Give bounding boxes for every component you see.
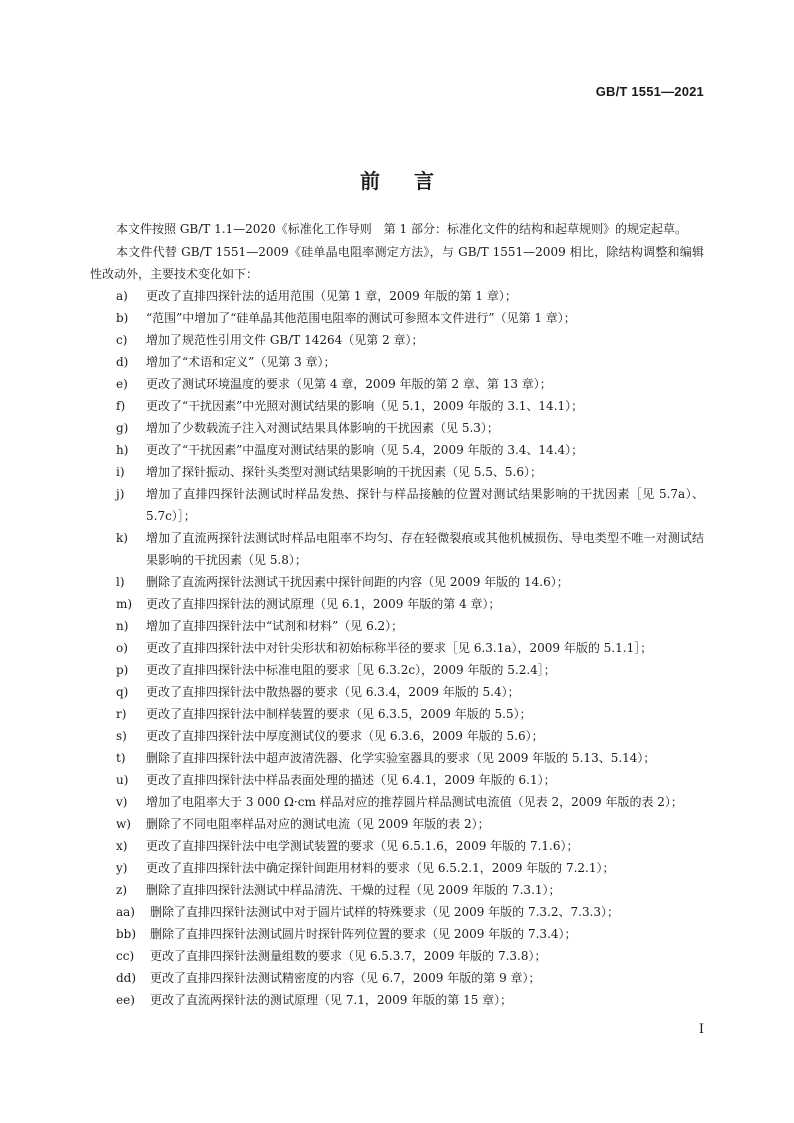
list-item xyxy=(90,769,704,791)
list-item-text: 增加了电阻率大于 3 000 Ω·cm 样品对应的推荐圆片样品测试电流值（见表 2，2009 年版的表 2）； xyxy=(146,795,683,809)
list-item-marker: v) xyxy=(116,795,128,809)
list-item-marker: r) xyxy=(116,707,127,721)
list-item xyxy=(90,329,704,351)
list-item-text: 删除了直排四探针法测试中样品清洗、干燥的过程（见 2009 年版的 7.3.1）； xyxy=(146,883,561,897)
list-item-marker: y) xyxy=(116,861,128,875)
list-item xyxy=(90,681,704,703)
list-item-marker: z) xyxy=(116,883,128,897)
list-item-text: 更改了直排四探针法中制样装置的要求（见 6.3.5，2009 年版的 5.5）； xyxy=(146,707,532,721)
list-item-marker: ee) xyxy=(116,993,135,1007)
list-item-text: 增加了“术语和定义”（见第 3 章）； xyxy=(146,355,336,369)
list-item-marker: i) xyxy=(116,465,125,479)
list-item-marker: c) xyxy=(116,333,128,347)
list-item-marker: j) xyxy=(116,487,125,501)
list-item-text: 删除了直流两探针法测试干扰因素中探针间距的内容（见 2009 年版的 14.6）； xyxy=(146,575,569,589)
list-item-text: 更改了直排四探针法中电学测试装置的要求（见 6.5.1.6，2009 年版的 7.1.6）； xyxy=(146,839,579,853)
list-item-text: 更改了直排四探针法中对针尖形状和初始标称半径的要求［见 6.3.1a），2009 年版的 5.1.1］； xyxy=(146,641,653,655)
list-item-marker: f) xyxy=(116,399,126,413)
list-item-text: 更改了直排四探针法中确定探针间距用材料的要求（见 6.5.2.1，2009 年版的 7.2.1）； xyxy=(146,861,615,875)
list-item xyxy=(90,615,704,637)
list-item-marker: cc) xyxy=(116,949,135,963)
list-item-text: 增加了规范性引用文件 GB/T 14264（见第 2 章）； xyxy=(146,333,424,347)
list-item xyxy=(90,747,704,769)
list-item-marker: n) xyxy=(116,619,129,633)
list-item-text: 删除了直排四探针法测试圆片时探针阵列位置的要求（见 2009 年版的 7.3.4）； xyxy=(150,927,577,941)
list-item-marker: a) xyxy=(116,289,128,303)
list-item xyxy=(90,813,704,835)
standard-code: GB/T 1551—2021 xyxy=(595,84,704,99)
list-item xyxy=(90,285,704,307)
list-item-marker: d) xyxy=(116,355,129,369)
list-item-text: 更改了直流两探针法的测试原理（见 7.1，2009 年版的第 15 章）； xyxy=(150,993,513,1007)
page-number: I xyxy=(698,1022,704,1037)
list-item-text: 增加了少数载流子注入对测试结果具体影响的干扰因素（见 5.3）； xyxy=(146,421,499,435)
list-item xyxy=(90,725,704,747)
list-item xyxy=(90,483,704,527)
list-item xyxy=(90,703,704,725)
list-item-text: 删除了直排四探针法中超声波清洗器、化学实验室器具的要求（见 2009 年版的 5.13、5.14）； xyxy=(146,751,656,765)
list-item-text: 更改了直排四探针法中样品表面处理的描述（见 6.4.1，2009 年版的 6.1）； xyxy=(146,773,556,787)
list-item xyxy=(90,417,704,439)
change-list xyxy=(90,285,704,1011)
paragraph-drafting-rules: 本文件按照 GB/T 1.1—2020《标准化工作导则 第 1 部分：标准化文件的结构和起草规则》的规定起草。 xyxy=(116,222,687,236)
list-item xyxy=(90,659,704,681)
list-item-text: 更改了“干扰因素”中光照对测试结果的影响（见 5.1，2009 年版的 3.1、14.1）； xyxy=(146,399,584,413)
list-item-text: 增加了直排四探针法中“试剂和材料”（见 6.2）； xyxy=(146,619,404,633)
list-item-marker: g) xyxy=(116,421,129,435)
list-item xyxy=(90,835,704,857)
foreword-body xyxy=(90,218,704,1011)
list-item-marker: b) xyxy=(116,311,129,325)
list-item-text: 更改了直排四探针法中标准电阻的要求［见 6.3.2c），2009 年版的 5.2.4］； xyxy=(146,663,556,677)
list-item-marker: k) xyxy=(116,531,128,545)
list-item xyxy=(90,967,704,989)
list-item xyxy=(90,593,704,615)
list-item-marker: dd) xyxy=(116,971,137,985)
list-item xyxy=(90,901,704,923)
list-item xyxy=(90,571,704,593)
paragraph-replacement-note: 本文件代替 GB/T 1551—2009《硅单晶电阻率测定方法》，与 GB/T 1551—2009 相比，除结构调整和编辑性改动外，主要技术变化如下： xyxy=(90,245,704,281)
page-title: 前言 xyxy=(360,169,468,194)
list-item-text: 更改了直排四探针法测量组数的要求（见 6.5.3.7，2009 年版的 7.3.8）； xyxy=(150,949,547,963)
list-item xyxy=(90,945,704,967)
list-item-text: 删除了直排四探针法测试中对于圆片试样的特殊要求（见 2009 年版的 7.3.2、7.3.3）； xyxy=(150,905,620,919)
list-item-marker: h) xyxy=(116,443,129,457)
list-item xyxy=(90,857,704,879)
list-item-marker: s) xyxy=(116,729,127,743)
list-item-marker: x) xyxy=(116,839,128,853)
list-item xyxy=(90,373,704,395)
list-item-text: 更改了直排四探针法的适用范围（见第 1 章，2009 年版的第 1 章）； xyxy=(146,289,517,303)
list-item-marker: e) xyxy=(116,377,128,391)
list-item xyxy=(90,923,704,945)
list-item-text: 更改了直排四探针法测试精密度的内容（见 6.7，2009 年版的第 9 章）； xyxy=(150,971,541,985)
list-item-text: 增加了直流两探针法测试时样品电阻率不均匀、存在轻微裂痕或其他机械损伤、导电类型不唯一对测试结果影响的干扰因素（见 5.8）； xyxy=(146,531,704,567)
list-item-text: 增加了直排四探针法测试时样品发热、探针与样品接触的位置对测试结果影响的干扰因素［见 5.7a）、5.7c）］； xyxy=(146,487,704,523)
list-item xyxy=(90,527,704,571)
list-item-marker: aa) xyxy=(116,905,135,919)
list-item-text: “范围”中增加了“硅单晶其他范围电阻率的测试可参照本文件进行”（见第 1 章）； xyxy=(146,311,576,325)
list-item-marker: l) xyxy=(116,575,125,589)
list-item xyxy=(90,989,704,1011)
list-item xyxy=(90,395,704,417)
list-item-marker: m) xyxy=(116,597,133,611)
list-item-marker: w) xyxy=(116,817,131,831)
list-item-text: 更改了直排四探针法中厚度测试仪的要求（见 6.3.6，2009 年版的 5.6）； xyxy=(146,729,544,743)
list-item xyxy=(90,879,704,901)
list-item xyxy=(90,351,704,373)
list-item xyxy=(90,307,704,329)
list-item-text: 更改了直排四探针法中散热器的要求（见 6.3.4，2009 年版的 5.4）； xyxy=(146,685,520,699)
list-item-marker: bb) xyxy=(116,927,137,941)
list-item xyxy=(90,791,704,813)
list-item-marker: t) xyxy=(116,751,126,765)
list-item-marker: o) xyxy=(116,641,128,655)
list-item-text: 更改了“干扰因素”中温度对测试结果的影响（见 5.4，2009 年版的 3.4、14.4）； xyxy=(146,443,584,457)
list-item-text: 增加了探针振动、探针头类型对测试结果影响的干扰因素（见 5.5、5.6）； xyxy=(146,465,542,479)
list-item-text: 更改了直排四探针法的测试原理（见 6.1，2009 年版的第 4 章）； xyxy=(146,597,501,611)
list-item-marker: q) xyxy=(116,685,129,699)
list-item-marker: p) xyxy=(116,663,129,677)
list-item-marker: u) xyxy=(116,773,129,787)
list-item xyxy=(90,439,704,461)
list-item-text: 删除了不同电阻率样品对应的测试电流（见 2009 年版的表 2）； xyxy=(146,817,490,831)
list-item xyxy=(90,637,704,659)
list-item xyxy=(90,461,704,483)
list-item-text: 更改了测试环境温度的要求（见第 4 章，2009 年版的第 2 章、第 13 章）； xyxy=(146,377,552,391)
